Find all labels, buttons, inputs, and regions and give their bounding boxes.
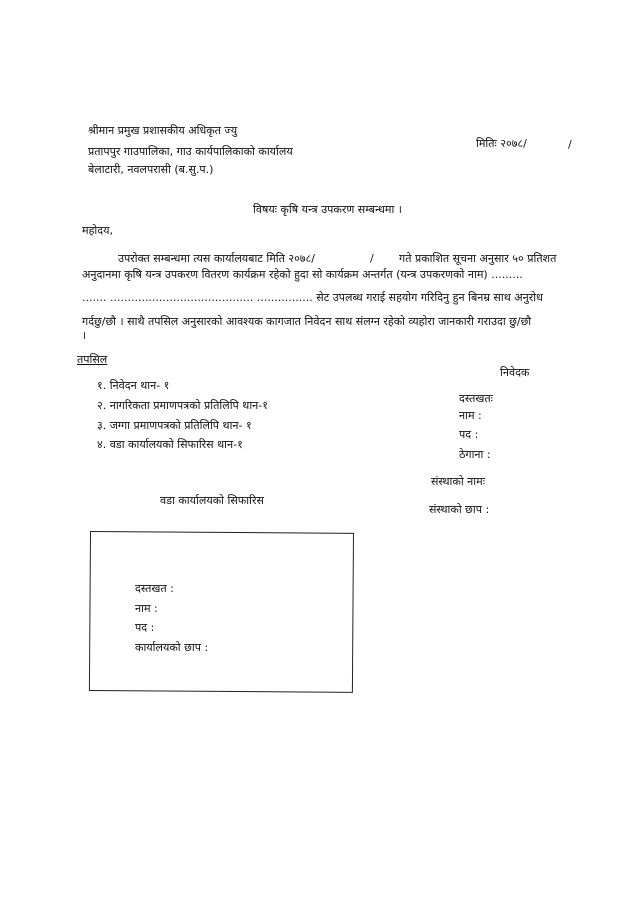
addressee-line-3: बेलाटारी, नवलपरासी (ब.सु.प.) [88, 163, 214, 176]
body-line-5: । [82, 329, 87, 342]
date-label: मितिः २०७८/ [476, 137, 527, 150]
body-line-1c: गते प्रकाशित सूचना अनुसार ५० प्रतिशत [399, 252, 557, 265]
tapasil-item: ३. जग्गा प्रमाणपत्रको प्रतिलिपि थान- १ [97, 419, 252, 432]
ward-recommendation-box [89, 531, 354, 693]
tapasil-item: १. निवेदन थान- १ [97, 379, 170, 392]
body-line-4: गर्दछु/छौ । साथै तपसिल अनुसारको आवश्यक कागजात निवेदन साथ संलग्न रहेको व्यहोरा जानकारी गराउदा छु/छौ [82, 315, 532, 328]
ward-name: नाम : [135, 602, 158, 615]
addressee-line-1: श्रीमान प्रमुख प्रशासकीय अधिकृत ज्यु [88, 124, 238, 137]
body-line-1b: / [370, 252, 374, 265]
tapasil-item: २. नागरिकता प्रमाणपत्रको प्रतिलिपि थान-१ [97, 399, 268, 412]
ward-post: पद : [135, 621, 155, 634]
tapasil-item: ४. वडा कार्यालयको सिफारिस थान-१ [97, 438, 243, 451]
applicant-signature: दस्तखतः [459, 392, 493, 405]
addressee-line-2: प्रतापपुर गाउपालिका, गाउ कार्यपालिकाको कार्यालय [88, 145, 293, 158]
body-line-1a: उपरोक्त सम्बन्धमा त्यस कार्यालयबाट मिति २०७८/ [118, 252, 315, 265]
applicant-org-name: संस्थाको नामः [431, 475, 485, 488]
body-line-3: ....... ......................................... ................ सेट उपलब्ध गराई सहयोग गरिदिनु हुन बिनम्र साथ अनुरोध [82, 291, 543, 304]
applicant-org-stamp: संस्थाको छाप : [429, 503, 490, 516]
body-line-2: अनुदानमा कृषि यन्त्र उपकरण वितरण कार्यक्रम रहेको हुदा सो कार्यक्रम अन्तर्गत (यन्त्र उपकरणको नाम) ......... [82, 268, 523, 281]
applicant-address: ठेगाना : [459, 448, 491, 461]
applicant-post: पद : [459, 428, 479, 441]
salutation: महोदय, [82, 224, 113, 237]
applicant-name: नाम : [459, 409, 482, 422]
tapasil-heading: तपसिल [77, 353, 108, 366]
ward-heading: वडा कार्यालयको सिफारिस [160, 494, 264, 507]
ward-stamp: कार्यालयको छाप : [135, 641, 209, 654]
subject-line: विषयः कृषि यन्त्र उपकरण सम्बन्धमा । [253, 203, 402, 216]
ward-signature: दस्तखत : [135, 582, 174, 595]
applicant-heading: निवेदक [500, 366, 530, 379]
date-slash: / [568, 138, 572, 151]
